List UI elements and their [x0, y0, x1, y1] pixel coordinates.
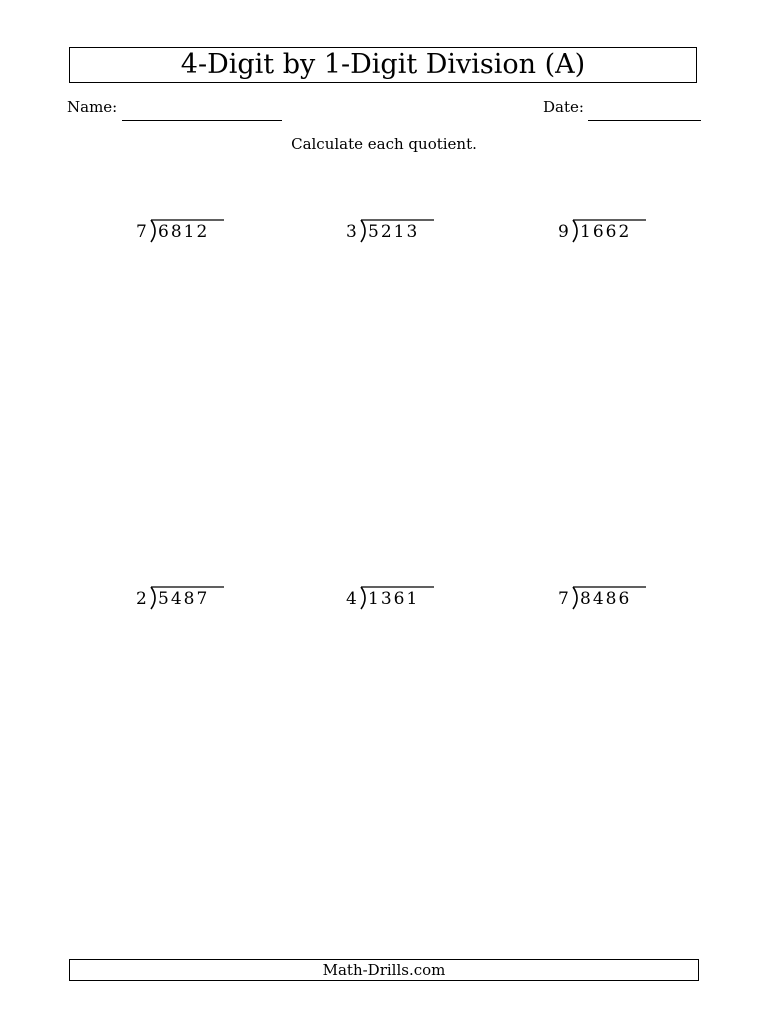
divisor: 7: [558, 589, 570, 609]
division-problem: [558, 216, 678, 246]
dividend: 5487: [158, 589, 210, 609]
dividend: 6812: [158, 222, 210, 242]
footer-credit: Math-Drills.com: [69, 959, 699, 981]
name-label: Name:: [67, 98, 118, 116]
divisor: 3: [346, 222, 358, 242]
date-field-line[interactable]: [588, 120, 701, 121]
date-label: Date:: [543, 98, 584, 116]
dividend: 8486: [580, 589, 632, 609]
division-problem: [346, 216, 466, 246]
division-problem: [136, 216, 256, 246]
divisor: 9: [558, 222, 570, 242]
name-field-line[interactable]: [122, 120, 282, 121]
dividend: 1662: [580, 222, 632, 242]
division-problem: [136, 583, 256, 613]
instructions: Calculate each quotient.: [291, 135, 477, 153]
worksheet-title: 4-Digit by 1-Digit Division (A): [69, 47, 697, 83]
divisor: 2: [136, 589, 148, 609]
divisor: 7: [136, 222, 148, 242]
dividend: 5213: [368, 222, 420, 242]
divisor: 4: [346, 589, 358, 609]
dividend: 1361: [368, 589, 420, 609]
division-problem: [346, 583, 466, 613]
division-problem: [558, 583, 678, 613]
